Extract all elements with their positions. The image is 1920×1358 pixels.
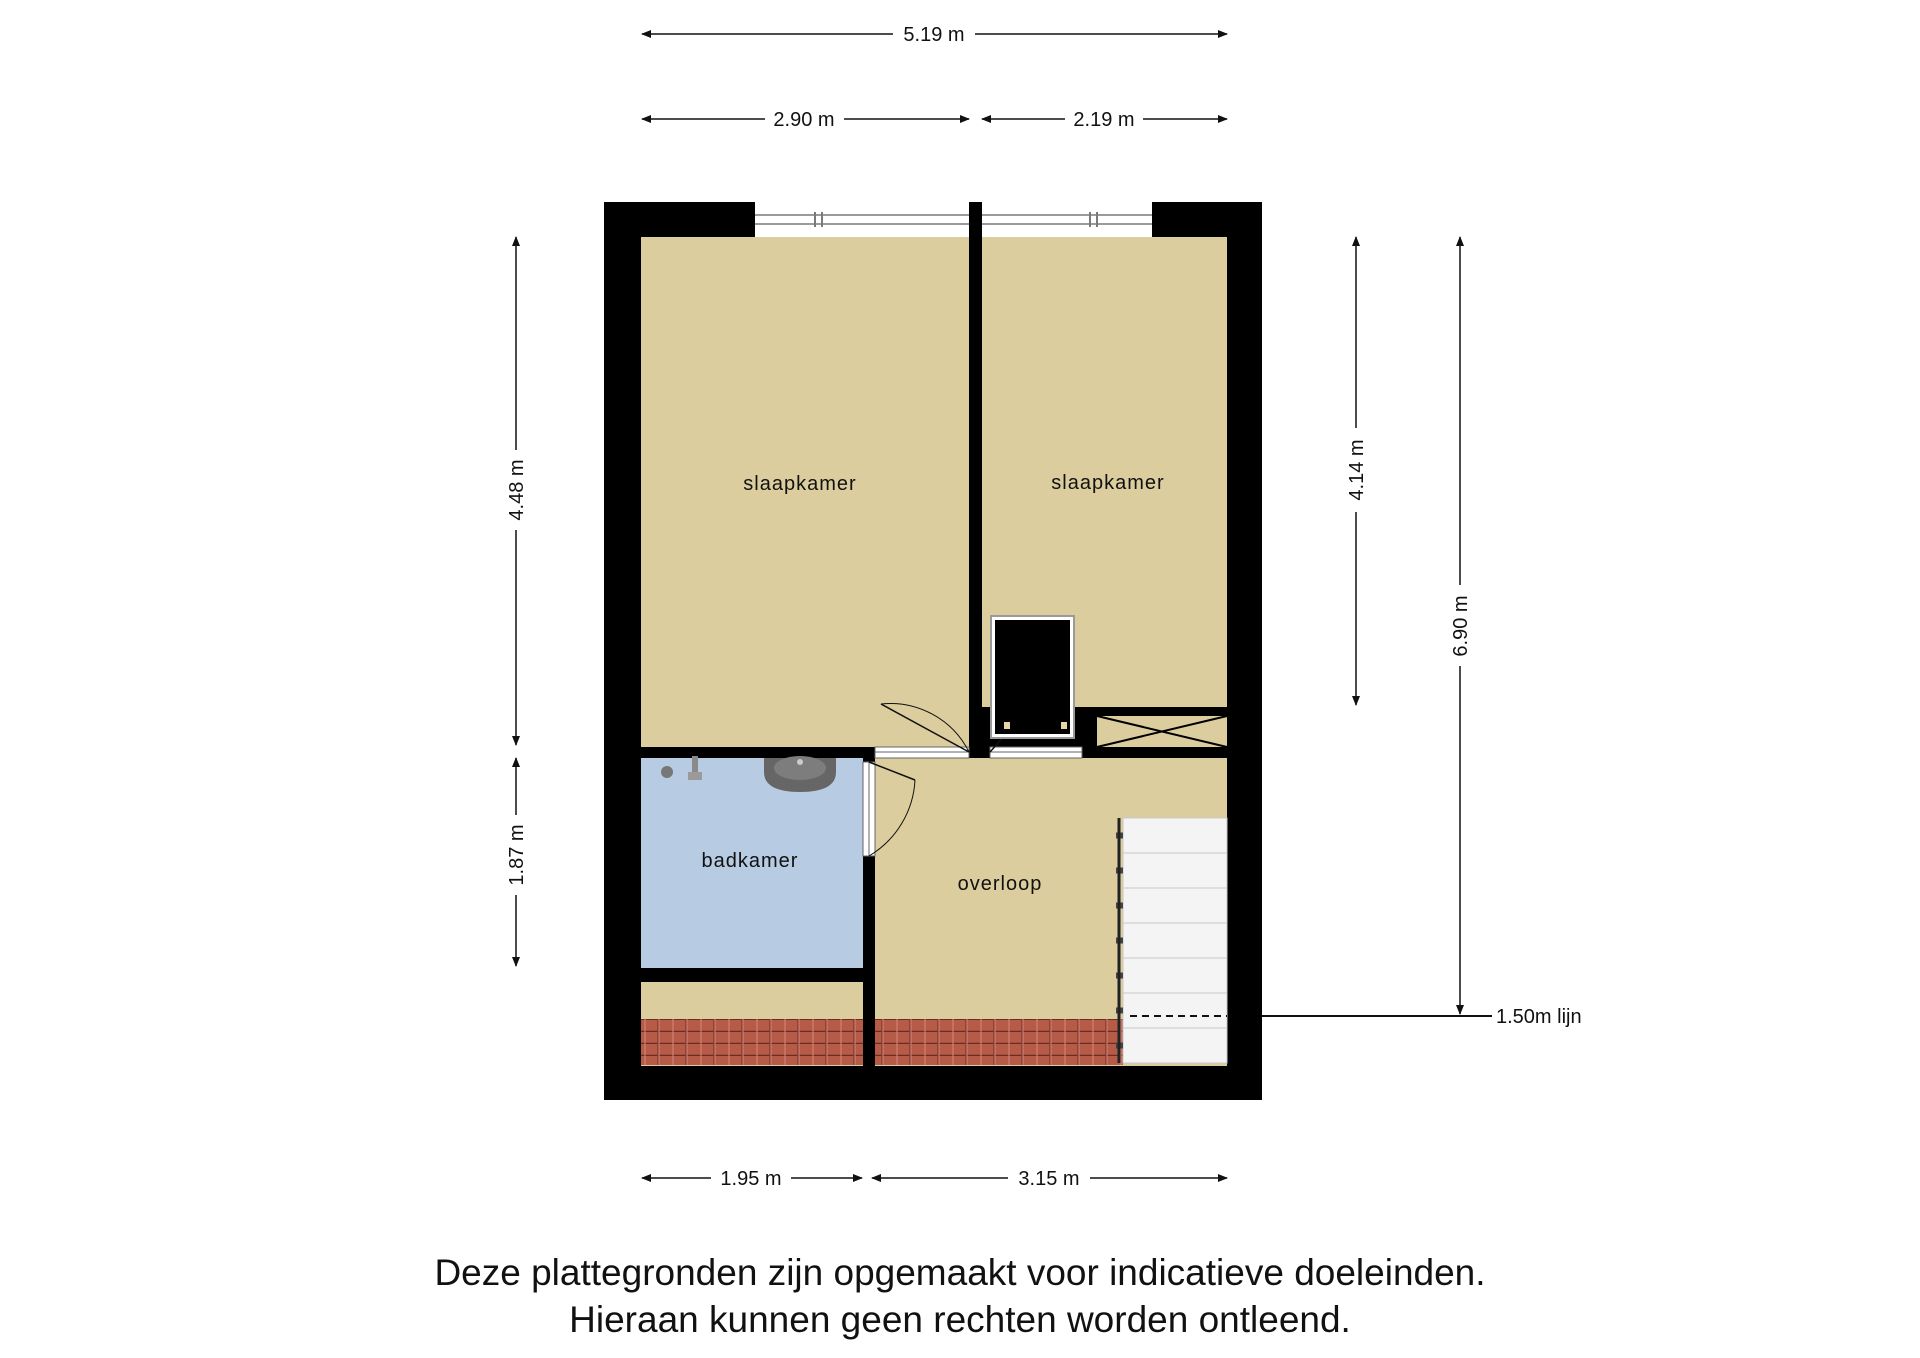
dimension-total-width xyxy=(642,24,1227,46)
window-left xyxy=(755,202,969,237)
dim-label-total-width: 5.19 m xyxy=(903,24,965,46)
dimension-right-room-height xyxy=(1346,237,1368,705)
roof-tiles-left xyxy=(641,1019,863,1065)
dim-label-bottom-left-width: 1.95 m xyxy=(720,1168,782,1190)
stair-tread xyxy=(1123,888,1227,923)
dimension-top-left-width xyxy=(642,109,969,131)
dim-label-left-lower-height: 1.87 m xyxy=(506,824,528,886)
dim-label-top-right-width: 2.19 m xyxy=(1073,109,1135,131)
dimension-left-upper-height xyxy=(506,237,528,745)
dimension-bottom-left-width xyxy=(642,1168,862,1190)
disclaimer-line-2: Hieraan kunnen geen rechten worden ontleend. xyxy=(569,1299,1351,1340)
dim-label-right-room-height: 4.14 m xyxy=(1346,439,1368,501)
room-label-bathroom: badkamer xyxy=(701,850,799,872)
roof-tiles-right xyxy=(875,1019,1123,1065)
sink xyxy=(764,756,836,792)
dimension-total-height xyxy=(1450,237,1472,1014)
room-label-bedroom-right: slaapkamer xyxy=(1051,472,1165,494)
dimension-top-right-width xyxy=(982,109,1227,131)
attic-hatch xyxy=(991,616,1074,738)
dim-label-total-height: 6.90 m xyxy=(1450,595,1472,657)
room-label-landing: overloop xyxy=(957,873,1043,895)
stair-tread xyxy=(1123,923,1227,958)
stair-tread xyxy=(1123,993,1227,1028)
dim-label-top-left-width: 2.90 m xyxy=(773,109,835,131)
dim-label-left-upper-height: 4.48 m xyxy=(506,459,528,521)
dim-label-bottom-right-width: 3.15 m xyxy=(1018,1168,1080,1190)
disclaimer-line-1: Deze plattegronden zijn opgemaakt voor indicatieve doeleinden. xyxy=(434,1252,1486,1293)
room-label-bedroom-left: slaapkamer xyxy=(743,473,857,495)
dimension-left-lower-height xyxy=(506,758,528,966)
stair-tread xyxy=(1123,1028,1227,1063)
staircase xyxy=(1116,818,1227,1063)
dim-label-height-line: 1.50m lijn xyxy=(1496,1006,1582,1028)
stair-tread xyxy=(1123,818,1227,853)
window-right xyxy=(982,202,1152,237)
stair-tread xyxy=(1123,853,1227,888)
stair-tread xyxy=(1123,958,1227,993)
dimension-bottom-right-width xyxy=(872,1168,1227,1190)
